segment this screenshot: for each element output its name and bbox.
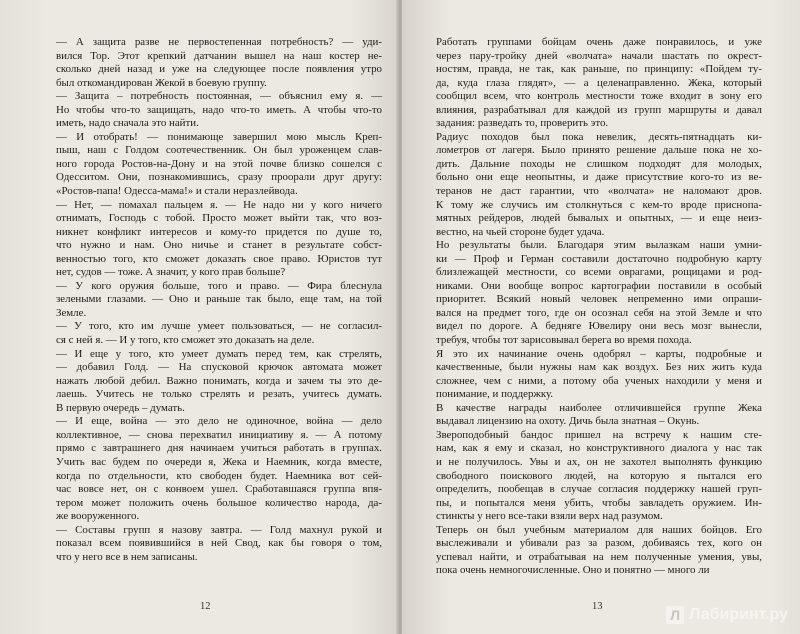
text-line: стинкты у него все-таки взяли верх над разумом. — [436, 510, 663, 523]
text-line: Но результаты были. Благодаря этим вылазкам наши умни- — [436, 239, 762, 252]
text-line: близлежащей местности, со всеми оврагами, рощицами и род- — [436, 266, 762, 279]
text-line: лометров от лагеря. Было принято решение дальше пока не хо- — [436, 144, 762, 157]
text-line: Работать группами бойцам очень даже понравилось, и уже — [436, 36, 762, 48]
text-line: — И еще у того, кто умеет думать перед тем, как стрелять, — [56, 347, 382, 360]
text-line: выдавал лицензию на охоту. Дичь была знатная – Окунь. — [436, 415, 700, 428]
text-line: — Нет, — помахал пальцем я. — Не надо ни у кого ничего — [56, 198, 382, 211]
text-line: час вовсе нет, он с конвоем ушел. Сработавшаяся группа впя- — [56, 483, 382, 496]
text-line: — У кого оружия больше, того и право. — Фира блеснула — [56, 279, 382, 292]
text-line: «Ростов-папа! Одесса-мама!» и стали неразлейвода. — [56, 185, 298, 198]
text-line: Учить вас будем по очереди я, Жека и Наемник, когда вместе, — [56, 455, 382, 468]
text-line: что у него все в нем записаны. — [56, 550, 198, 563]
text-line: пыш, наш с Голдом соотечественник. Он был уроженцем слав- — [56, 144, 382, 157]
text-line: да, куда глаза глядят», — а целенаправленно. Жека, который — [436, 76, 762, 89]
text-line: выслеживали и убивали раз за разом, добиваясь тех, кого он — [436, 537, 762, 550]
text-line: успевал найти, и отрабатывая на нем полученные умения, увы, — [436, 550, 762, 563]
text-line: коллективное, — снова перехватил инициативу я. — А потому — [56, 428, 382, 441]
text-line: никнет конфликт интересов и кому-то придется по душе то, — [56, 225, 382, 238]
page-number-left: 12 — [200, 601, 211, 612]
text-line: требуя, чтобы тот зарисовывал берега во время похода. — [436, 334, 692, 347]
paragraph — [420, 348, 762, 402]
text-line: Одесситом. Они, познакомившись, сразу проорали друг другу: — [56, 171, 382, 184]
text-line: сколько дней назад и уже на следующее после появления утро — [56, 63, 382, 76]
paragraph — [40, 348, 382, 416]
paragraph — [40, 36, 382, 90]
text-line: К тому же случись им столкнуться с кем-то вроде приснопа- — [436, 198, 762, 211]
text-line: тером может положить очень большое количество народа, да- — [56, 496, 382, 509]
text-line: прямо с завтрашнего дня начинаем учиться работать в группах. — [56, 442, 382, 455]
text-line: сложнее, чем с ними, а потому оба ученых находили у меня и — [436, 374, 762, 387]
text-line: — И еще, война — это дело не одиночное, война — дело — [56, 415, 382, 428]
text-line: нам, как я ему и сказал, но конструктивного диалога у нас так — [436, 442, 762, 455]
paragraph — [40, 415, 382, 523]
text-line: вестно, на чьей стороне будет удача. — [436, 225, 605, 238]
text-line: вался на предмет того, где он осознал себя на этой Земле и что — [436, 306, 762, 319]
text-line: ного города Ростов-на-Дону и на этой почве близко сошелся с — [56, 157, 382, 170]
text-line: что нужно и нам. Оно ничье и станет в результате собст- — [56, 239, 382, 252]
text-line: пы, и попытался меня убить, чтобы завладеть оружием. Ин- — [436, 496, 762, 509]
text-line: понимание, и поддержку. — [436, 388, 554, 401]
text-line: теранов не даст гарантии, что «волчата» не наломают дров. — [436, 185, 762, 198]
text-line: определить, пообещав в случае согласия поддержку нашей груп- — [436, 483, 762, 496]
text-line: — Защита – потребность постоянная, — объяснил ему я. — — [56, 90, 382, 103]
text-line: — добавил Голд. — На спусковой крючок автомата может — [56, 361, 382, 374]
text-line: дить. Дальние походы не слишком подходят для молодых, — [436, 157, 762, 170]
paragraph — [420, 402, 762, 429]
watermark — [666, 606, 788, 624]
text-line: ки — Проф и Герман составили достаточно подробную карту — [436, 252, 762, 265]
text-line: отнимать, Господь с тобой. Просто может выйти так, что воз- — [56, 212, 382, 225]
paragraph — [40, 320, 382, 347]
text-line: зелеными глазами. — Оно и раньше так было, еще там, на той — [56, 293, 382, 306]
text-line: лаешь. Учитесь не только стрелять и резать, учитесь думать. — [56, 388, 382, 401]
right-page — [402, 0, 800, 634]
text-line: — У того, кто им лучше умеет пользоваться, — не согласил- — [56, 320, 382, 333]
paragraph — [40, 199, 382, 280]
paragraph — [420, 36, 762, 131]
paragraph — [40, 280, 382, 321]
text-line: был откомандирован Жекой в боевую группу. — [56, 76, 267, 89]
watermark-text: Лабиринт.ру — [689, 606, 788, 623]
text-line: В первую очередь – думать. — [56, 401, 185, 414]
text-line: В качестве награды наиболее отличившейся группе Жека — [436, 401, 762, 414]
text-line: — А защита разве не первостепенная потребность? — уди- — [56, 36, 382, 48]
text-line: задания: разведать то, проверить это. — [436, 117, 609, 130]
text-line: вился Тор. Этот крепкий датчанин вышел на наш костер не- — [56, 49, 382, 62]
text-line: никами. Они вообще вопрос картографии поставили в особый — [436, 279, 762, 292]
text-line: же вооруженного. — [56, 510, 140, 523]
text-line: показал всем появившийся в ней Свод, как бы говоря о том, — [56, 537, 382, 550]
text-line: Радиус походов был пока невелик, десять-пятнадцать ки- — [436, 130, 762, 143]
page-number-right: 13 — [592, 601, 603, 612]
text-line: Я это их начинание очень одобрял – карты, подробные и — [436, 347, 762, 360]
text-line: Но чтобы что-то защищать, надо что-то иметь. А чтобы что-то — [56, 103, 382, 116]
left-page — [0, 0, 398, 634]
paragraph — [420, 524, 762, 578]
paragraph — [40, 131, 382, 199]
paragraph — [420, 131, 762, 239]
text-line: ностям, правда, не так, как раньше, по принципу: «Пойдем ту- — [436, 63, 762, 76]
text-line: через пару-тройку дней «волчата» начали шастать по окрест- — [436, 49, 762, 62]
text-line: качественные, были нужны нам как воздух. Без них жить куда — [436, 361, 762, 374]
text-line: Земле. — [56, 306, 87, 319]
text-line: Звероподобный бандос пришел на встречу к нашим сте- — [436, 428, 762, 441]
watermark-logo-icon: Л — [666, 606, 684, 624]
text-line: венностью того, кто сможет доказать свое право. Юристов тут — [56, 252, 382, 265]
right-page-text — [420, 36, 762, 578]
text-line: приоритет. Всякий новый человек непременно ими опраши- — [436, 293, 762, 306]
text-line: больно они еще неопытны, и даже присутствие кого-то из ве- — [436, 171, 762, 184]
text-line: нет, судов — тоже. А значит, у кого прав больше? — [56, 266, 286, 279]
text-line: влияния, разрабатывал для каждой из групп маршруты и давал — [436, 103, 762, 116]
text-line: нажать любой дебил. Важно понимать, когда и зачем ты это де- — [56, 374, 382, 387]
text-line: и не получилось. Увы и ах, он не захотел выполнять функцию — [436, 455, 762, 468]
text-line: видел по дороге. А бедняге Ювелиру они весь мозг вынесли, — [436, 320, 762, 333]
paragraph — [420, 239, 762, 347]
text-line: Теперь он был учебным материалом для наших бойцов. Его — [436, 523, 762, 536]
text-line: ся с ней я. — И у того, кто сможет это доказать на деле. — [56, 334, 315, 347]
text-line: мятных рейдеров, людей бывалых и опытных, — и еще неиз- — [436, 212, 762, 225]
paragraph — [40, 90, 382, 131]
paragraph — [40, 524, 382, 565]
text-line: иметь, надо сначала это найти. — [56, 117, 199, 130]
paragraph — [420, 429, 762, 524]
text-line: — И отобрать! — понимающе завершил мою мысль Креп- — [56, 130, 382, 143]
text-line: свободного поискового людей, на которую я пытался его — [436, 469, 762, 482]
text-line: — Составы групп я назову завтра. — Голд махнул рукой и — [56, 523, 382, 536]
text-line: пока очень немногочисленные. Оно и понятно — много ли — [436, 564, 710, 577]
left-page-text — [40, 36, 382, 564]
text-line: когда по отдельности, кто свободен будет. Наемника вот сей- — [56, 469, 382, 482]
text-line: сообщил всем, что контроль местности тоже входит в зону его — [436, 90, 762, 103]
